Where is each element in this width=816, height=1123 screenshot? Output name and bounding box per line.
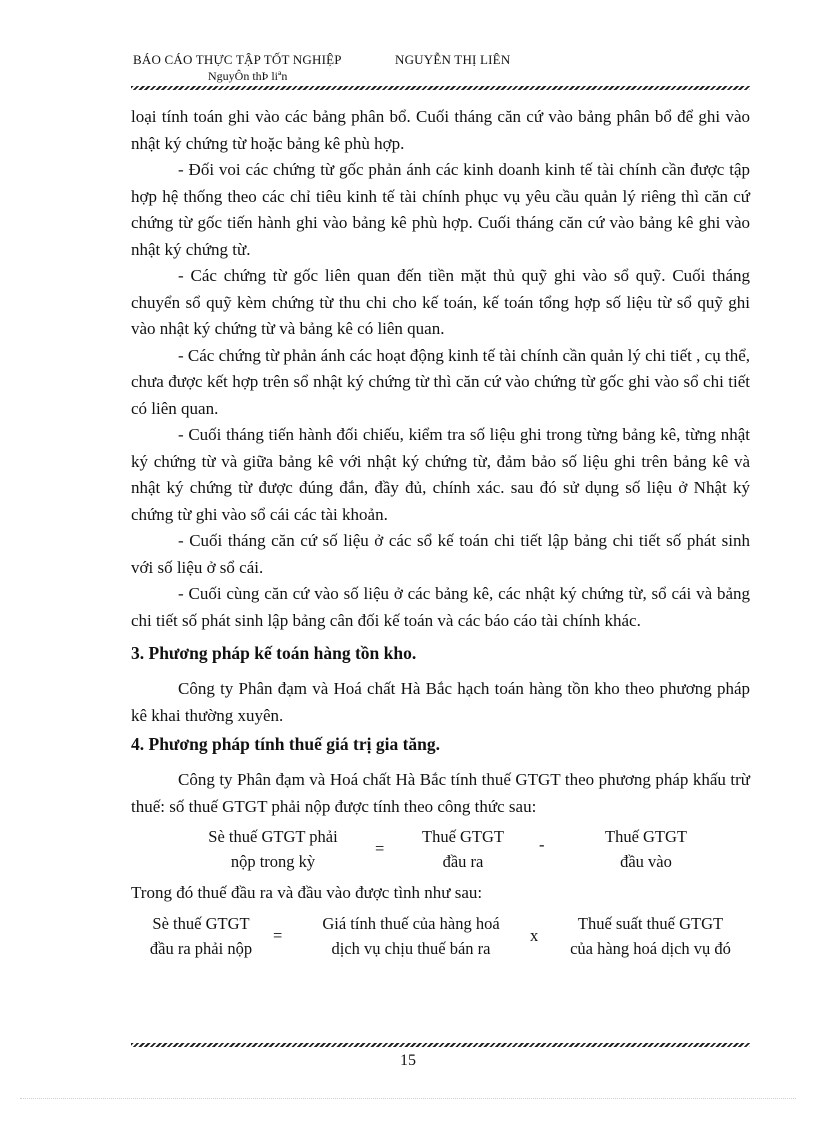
output-vat-formula bbox=[131, 911, 750, 967]
header-subline: NguyÔn thÞ liªn bbox=[208, 69, 288, 83]
formula-term: Thuế GTGT đầu ra bbox=[421, 827, 505, 871]
paragraph: - Đối voi các chứng từ gốc phản ánh các kinh doanh kinh tế tài chính cần được tập hợp hệ thống theo các chỉ tiêu kinh tế tài chính phục vụ yêu cầu quản lý riêng thì căn cứ chứng từ gốc tiến hành ghi vào bảng kê phù hợp. Cuối tháng căn cứ vào bảng kê ghi vào nhật ký chứng từ. bbox=[131, 160, 750, 259]
footer-rule bbox=[131, 1043, 750, 1047]
formula-term: Thuế suất thuế GTGT của hàng hoá dịch vụ đó bbox=[570, 913, 731, 958]
paragraph: - Cuối tháng tiến hành đối chiếu, kiểm tra số liệu ghi trong từng bảng kê, từng nhật ký chứng từ và giữa bảng kê với nhật ký chứng từ, đảm bảo số liệu ghi trên bảng kê và nhật ký chứng từ được đúng đắn, đầy đủ, chính xác. sau đó sử dụng số liệu ở Nhật ký chứng từ ghi vào sổ cái các tài khoản. bbox=[131, 425, 750, 524]
paragraph: - Các chứng từ gốc liên quan đến tiền mặt thủ quỹ ghi vào sổ quỹ. Cuối tháng chuyển sổ quỹ kèm chứng từ thu chi cho kế toán, kế toán tổng hợp số liệu từ sổ quỹ ghi vào nhật ký chứng từ và bảng kê có liên quan. bbox=[131, 266, 750, 338]
formula-term: Giá tính thuế của hàng hoá dịch vụ chịu thuế bán ra bbox=[322, 913, 500, 958]
formula-operator: x bbox=[530, 925, 539, 945]
paragraph: Trong đó thuế đầu ra và đầu vào được tình như sau: bbox=[131, 883, 483, 902]
formula-term: Sè thuế GTGT đầu ra phải nộp bbox=[149, 913, 253, 958]
formula-term: Thuế GTGT đầu vào bbox=[604, 827, 688, 871]
formula-operator: - bbox=[539, 835, 545, 854]
page-edge-divider bbox=[20, 1098, 796, 1099]
header-rule bbox=[131, 86, 750, 90]
author-name: NGUYỄN THỊ LIÊN bbox=[395, 52, 511, 67]
formula-operator: = bbox=[375, 839, 385, 858]
section-heading: 4. Phương pháp tính thuế giá trị gia tăng. bbox=[131, 734, 441, 754]
paragraph: - Cuối cùng căn cứ vào số liệu ở các bảng kê, các nhật ký chứng từ, sổ cái và bảng chi tiết số phát sinh lập bảng cân đối kế toán và các báo cáo tài chính khác. bbox=[131, 584, 750, 630]
section-heading: 3. Phương pháp kế toán hàng tồn kho. bbox=[131, 643, 417, 663]
formula-operator: = bbox=[273, 925, 283, 945]
paragraph: loại tính toán ghi vào các bảng phân bổ. Cuối tháng căn cứ vào bảng phân bổ để ghi vào nhật ký chứng từ hoặc bảng kê phù hợp. bbox=[131, 107, 750, 153]
paragraph: Công ty Phân đạm và Hoá chất Hà Bắc hạch toán hàng tồn kho theo phương pháp kê khai thường xuyên. bbox=[131, 679, 750, 725]
paragraph: - Cuối tháng căn cứ số liệu ở các sổ kế toán chi tiết lập bảng chi tiết số phát sinh với số liệu ở sổ cái. bbox=[131, 531, 750, 577]
report-title: BÁO CÁO THỰC TẬP TỐT NGHIỆP bbox=[133, 52, 342, 67]
paragraph: - Các chứng từ phản ánh các hoạt động kinh tế tài chính cần quản lý chi tiết , cụ thể, chưa được kết hợp trên sổ nhật ký chứng từ thì căn cứ vào chứng từ gốc ghi vào sổ chi tiết có liên quan. bbox=[131, 345, 750, 418]
formula-term: Sè thuế GTGT phải nộp trong kỳ bbox=[208, 827, 338, 871]
page-number: 15 bbox=[400, 1052, 416, 1069]
vat-formula bbox=[131, 824, 750, 880]
page-header bbox=[133, 52, 511, 68]
page-body bbox=[131, 104, 750, 967]
paragraph: Công ty Phân đạm và Hoá chất Hà Bắc tính thuế GTGT theo phương pháp khấu trừ thuế: số thuế GTGT phải nộp được tính theo công thức sau: bbox=[131, 770, 750, 816]
